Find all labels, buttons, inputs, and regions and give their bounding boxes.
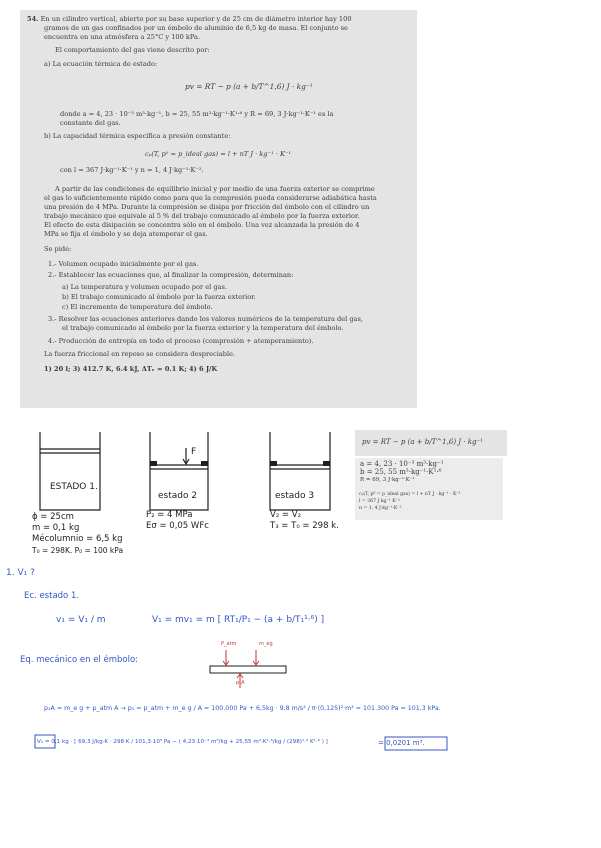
problem-intro-line-2: gramos de un gas confinados por un émbolo de aluminio de 6,5 kg de masa. El conjunto se: [44, 24, 348, 32]
v1-result: = 0,0201 m³.: [378, 739, 425, 747]
state1-notes: ϕ = 25cm m = 0,1 kg Mécolumnio = 6,5 kg T₀ = 298K. P₀ = 100 kPa: [32, 512, 124, 555]
where-line-1: donde a = 4, 23 · 10⁻³ m³·kg⁻¹, b = 25, 55 m³·kg⁻¹·K¹·⁶ y R = 69, 3 J·kg⁻¹·K⁻¹ es la: [60, 110, 334, 118]
equation-cp: cₚ(T, p⁰ = p_ideal gas) = l + nT J · kg⁻¹ · K⁻¹: [145, 150, 291, 158]
question-2: 2.- Establecer las ecuaciones que, al finalizar la compresión, determinan:: [48, 271, 294, 279]
fbd-patm-label: P_atm: [221, 641, 237, 647]
para2-line-6: MPa se fija el émbolo y se deja atemperar el gas.: [44, 230, 208, 238]
where-line-2: constante del gas.: [60, 119, 121, 127]
p1-equation: p₁A = m_e g + p_atm A → p₁ = p_atm + m_e g / A = 100.000 Pa + 6,5kg · 9,8 m/s² / π·(0,125)²·m² = 101.300 Pa = 101,3 kPa.: [44, 705, 441, 712]
para2-line-3: una presión de 4 MPa. Durante la compresión se disipa por fricción del émbolo con el cilindro un: [44, 203, 370, 211]
answers-line: 1) 20 l; 3) 412.7 K, 6.4 kJ, ΔTₑ = 0.1 K; 4) 6 J/K: [44, 365, 218, 373]
behavior-line: El comportamiento del gas viene descrito por:: [55, 46, 210, 54]
solution-heading: 1. V₁ ?: [6, 568, 35, 578]
fbd-p1a-label: p₁A: [236, 680, 245, 686]
para2-line-2: el gas lo suficientemente rápido como para que la compresión pueda considerarse adiabática hasta: [44, 194, 377, 202]
question-3-line-2: el trabajo comunicado al émbolo por la fuerza exterior y la temperatura del émbolo.: [62, 324, 344, 332]
side-constants: a = 4, 23 · 10⁻³ m³·kg⁻¹ b = 25, 55 m³·kg⁻¹·K¹·⁶ R = 69, 3 J·kg⁻¹·K⁻¹: [360, 460, 444, 483]
state1-label: ESTADO 1.: [50, 482, 98, 492]
stop-3-left: [270, 461, 277, 466]
cylinder-1: [40, 432, 100, 510]
question-2a: a) La temperatura y volumen ocupado por el gas.: [62, 283, 227, 291]
stop-2-right: [201, 461, 208, 466]
stop-3-right: [323, 461, 330, 466]
question-2b: b) El trabajo comunicado al émbolo por la fuerza exterior.: [62, 293, 256, 301]
state3-label: estado 3: [275, 491, 315, 501]
question-1: 1.- Volumen ocupado inicialmente por el gas.: [48, 260, 199, 268]
para2-line-5: El efecto de esta disipación se concentra sólo en el émbolo. Una vez alcanzada la presión de 4: [44, 221, 360, 229]
problem-intro-line-1: 54. En un cilindro vertical, abierto por su base superior y de 25 cm de diámetro interior hay 100: [27, 15, 352, 23]
v1-calculation: V₁ = 0,1 kg · [ 69,3 J/kg·K · 298 K / 101,3·10³ Pa − ( 4,23·10⁻³ m³/kg + 25,55 m³·K¹·⁶/kg / (298)¹·⁶ K¹·⁶ ) ]: [37, 739, 328, 745]
state2-notes: P₂ = 4 MPa Eσ = 0,05 WFc: [146, 510, 209, 531]
equation-state: pv = RT − p (a + b/T^1,6) J · kg⁻¹: [185, 82, 313, 91]
ec-estado-label: Ec. estado 1.: [24, 591, 80, 601]
question-4: 4.- Producción de entropía en todo el proceso (compresión + atemperamiento).: [48, 337, 314, 345]
para2-line-1: A partir de las condiciones de equilibrio inicial y por medio de una fuerza exterior se comprime: [55, 185, 375, 193]
state3-notes: V₂ = V₂ T₃ = T₀ = 298 k.: [270, 510, 339, 531]
state2-label: estado 2: [158, 491, 198, 501]
friction-note: La fuerza friccional en reposo se considera despreciable.: [44, 350, 236, 358]
fbd-piston: [210, 666, 286, 673]
question-3-line-1: 3.- Resolver las ecuaciones anteriores dando los valores numéricos de la temperatura del gas,: [48, 315, 363, 323]
side-equation: pv = RT − p (a + b/T^1,6) J · kg⁻¹: [362, 438, 483, 446]
fbd-weight-label: m_eg: [259, 641, 273, 647]
para2-line-4: trabajo mecánico que equivale al 5 % del trabajo comunicado al émbolo por la fuerza exterior.: [44, 212, 360, 220]
item-a: a) La ecuación térmica de estado:: [44, 60, 158, 68]
v1-definition: v₁ = V₁ / m: [56, 615, 106, 625]
question-2c: c) El incremento de temperatura del émbolo.: [62, 303, 213, 311]
problem-intro-line-3: encuentra en una atmósfera a 25°C y 100 kPa.: [44, 33, 201, 41]
stop-2-left: [150, 461, 157, 466]
side-cp: cₚ(T, p⁰ = p_ideal gas) = l + nT J · kg⁻¹ · K⁻¹ l = 367 J kg⁻¹ K⁻¹ n = 1, 4 J·kg⁻¹·K⁻²: [359, 492, 461, 511]
v1-equation: V₁ = mv₁ = m [ RT₁/P₁ − (a + b/T₁¹·⁶) ]: [152, 615, 325, 625]
force-label: F: [191, 447, 197, 457]
item-b: b) La capacidad térmica específica a presión constante:: [44, 132, 231, 140]
eq-mecanico-label: Eq. mecánico en el émbolo:: [20, 655, 139, 665]
with-line: con l = 367 J·kg⁻¹·K⁻¹ y n = 1, 4 J·kg⁻¹·K⁻².: [60, 166, 204, 174]
se-pide: Se pide:: [44, 245, 72, 253]
